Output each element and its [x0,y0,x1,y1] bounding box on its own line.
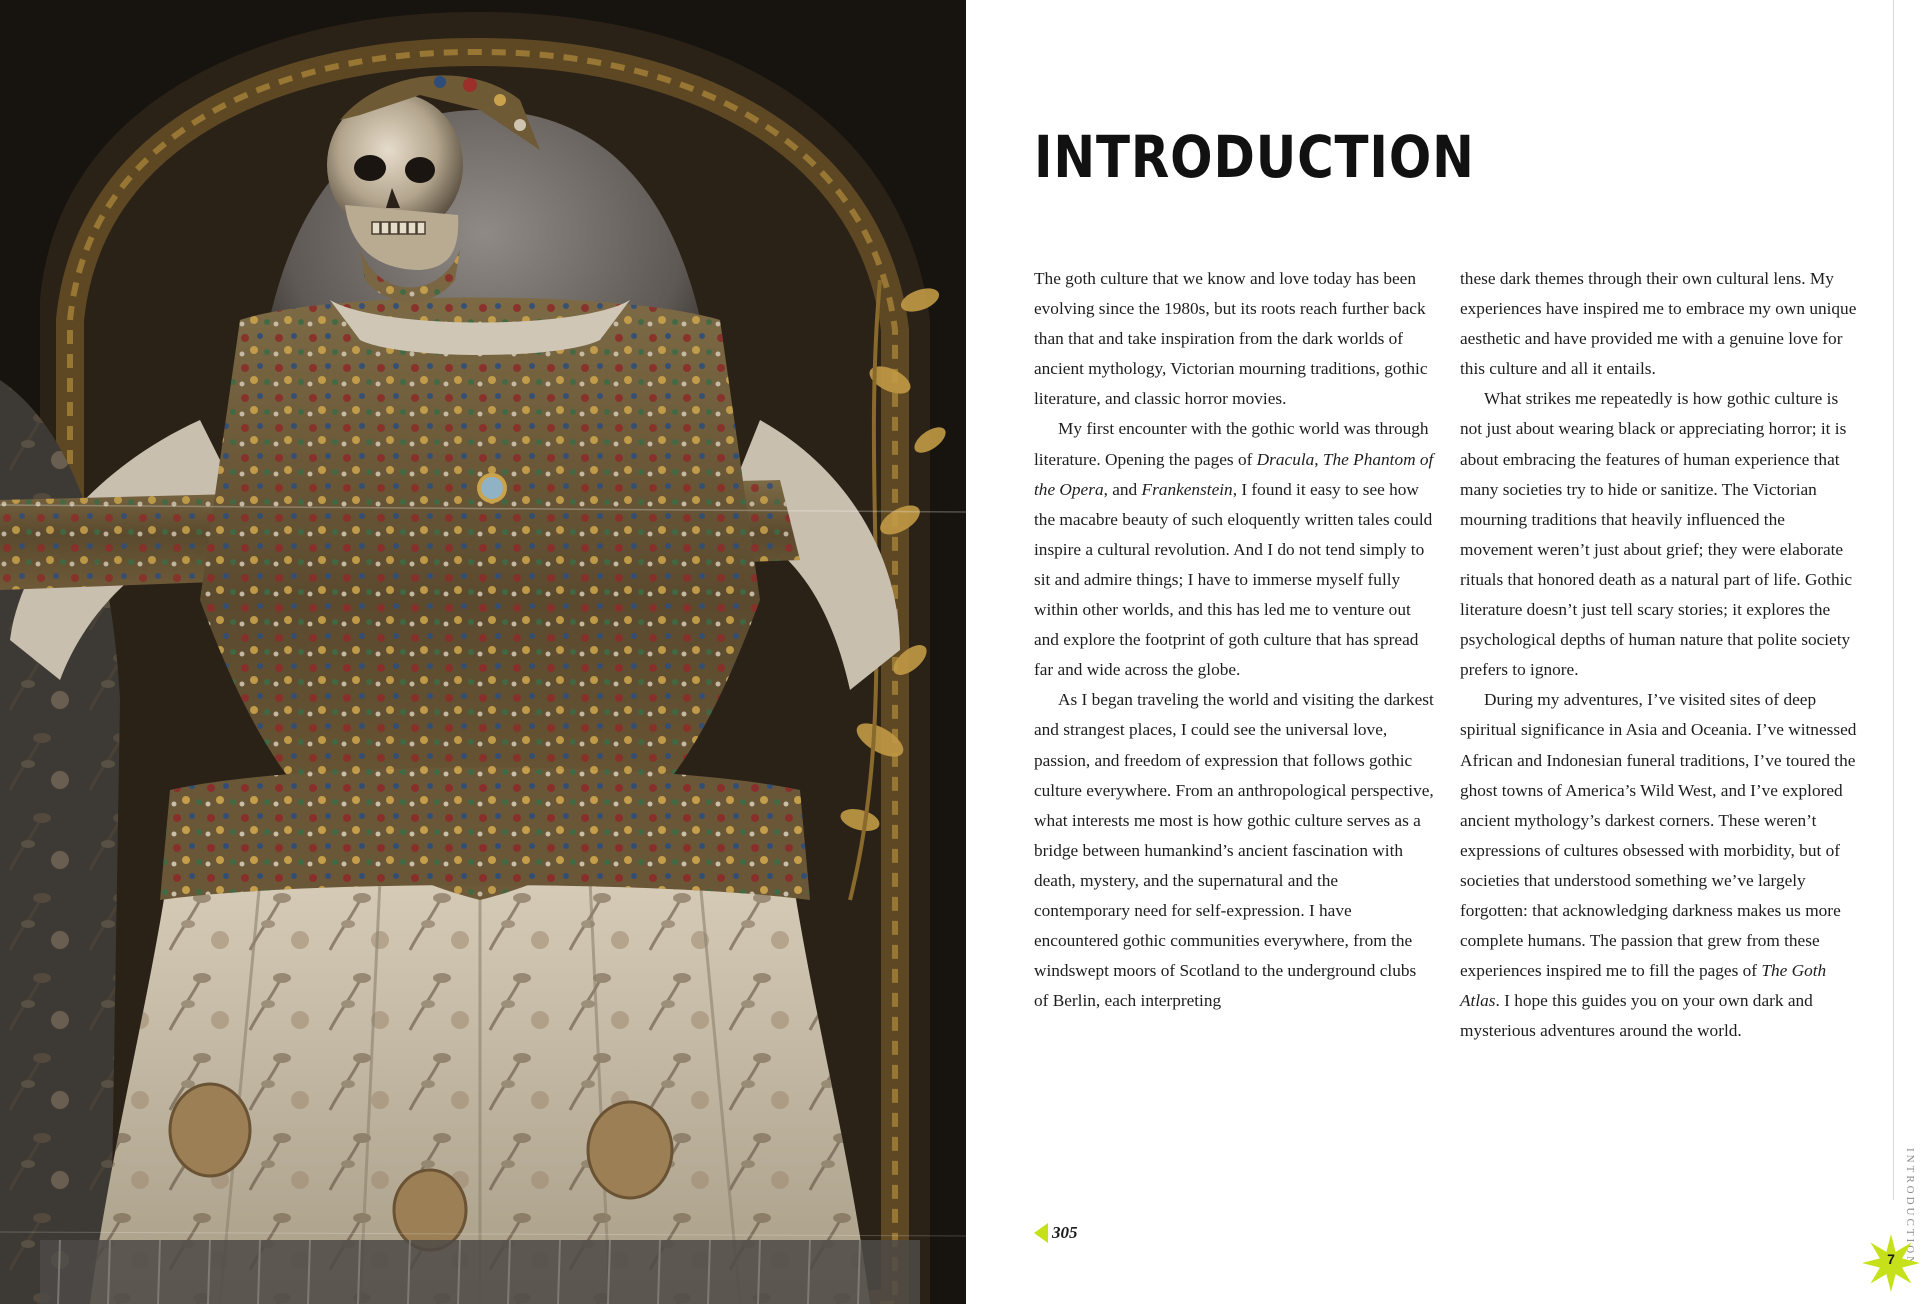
book-title: Dracula [1256,449,1315,469]
paragraph-text: , I found it easy to see how the macabre beauty of such eloquently written tales could inspire a cultural revolution. And I do not tend simply to sit and admire things; I have to immerse myself fully within other worlds, and this has led me to venture out and explore the footprint of goth culture that has spread far and wide across the globe. [1034,479,1433,680]
left-triangle-icon [1034,1223,1048,1243]
page-reference-link[interactable] [1034,1222,1078,1244]
paragraph-text: My first encounter with the gothic world was through literature. Opening the pages of [1034,419,1429,469]
book-title: The Phantom of the Opera [1034,449,1434,499]
paragraph-text: During my adventures, I’ve visited sites of deep spiritual significance in Asia and Oceania. I’ve witnessed African and Indonesian funeral traditions, I’ve toured the ghost towns of America’s Wild West, and I’ve explored ancient mythology’s darkest corners. These weren’t expressions of cultures obsessed with morbidity, but of societies that understood something we’ve largely forgotten: that acknowledging darkness makes us more complete humans. The passion that grew from these experiences inspired me to fill the pages of [1460,690,1857,981]
paragraph [1034,414,1434,685]
book-title: The Goth Atlas [1460,961,1827,1011]
paragraph-text: . I hope this guides you on your own dark and mysterious adventures around the world. [1460,991,1813,1041]
margin-divider [1893,0,1894,1200]
paragraph [1460,685,1860,1046]
page-title: INTRODUCTION [1034,123,1475,191]
paragraph: As I began traveling the world and visiting the darkest and strangest places, I could see the universal love, passion, and freedom of expression that follows gothic culture everywhere. From an anthropological perspective, what interests me most is how gothic culture serves as a bridge between humankind’s ancient fascination with death, mystery, and the supernatural and the contemporary need for self-expression. I have encountered gothic communities everywhere, from the windswept moors of Scotland to the underground clubs of Berlin, each interpreting [1034,690,1434,1011]
text-column-right [1460,264,1860,1046]
running-head: INTRODUCTION [1904,1148,1916,1268]
paragraph-text: , and [1103,479,1142,499]
paragraph-text: , [1314,449,1323,469]
paragraph: What strikes me repeatedly is how gothic culture is not just about wearing black or appreciating horror; it is about embracing the features of human experience that many societies try to hide or sanitize. The Victorian mourning traditions that heavily influenced the movement weren’t just about grief; they were elaborate rituals that honored death as a natural part of life. Gothic literature doesn’t just tell scary stories; it explores the psychological depths of human nature that polite society prefers to ignore. [1460,389,1853,680]
book-title: Frankenstein [1141,479,1233,499]
paragraph: these dark themes through their own cultural lens. My experiences have inspired me to embrace my own unique aesthetic and have provided me with a genuine love for this culture and all it entails. [1460,269,1857,379]
paragraph: The goth culture that we know and love today has been evolving since the 1980s, but its roots reach further back than that and take inspiration from the dark worlds of ancient mythology, Victorian mourning traditions, gothic literature, and classic horror movies. [1034,269,1428,409]
text-column-left [1034,264,1434,1016]
page-number: 7 [1887,1251,1895,1267]
page-reference-number: 305 [1052,1223,1078,1242]
